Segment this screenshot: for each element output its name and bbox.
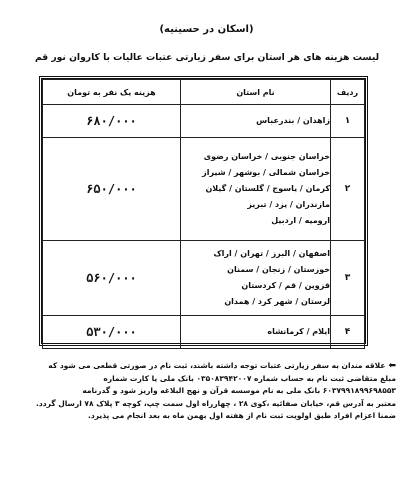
document-subtitle: لیست هزینه های هر استان برای سفر زیارتی عتبات عالیات با کاروان نور قم <box>34 52 380 63</box>
cost-cell: ۶۸۰/۰۰۰ <box>43 105 181 138</box>
table-row <box>43 316 365 349</box>
province-cell <box>181 105 331 138</box>
province-line: قزوین / قم / کردستان <box>241 281 330 290</box>
note-line <box>18 360 396 373</box>
note-line: معتبر به آدرس قم، خیابان صفائیه ،کوی ۲۸ ، چهارراه اول سمت چپ، کوچه ۳ پلاک ۷۸ ارسال گردد. <box>36 398 396 408</box>
province-line: کرمان / یاسوج / گلستان / گیلان <box>205 184 330 193</box>
fee-table-frame <box>39 76 368 346</box>
province-line: ایلام / کرمانشاه <box>267 327 330 336</box>
province-cell <box>181 316 331 349</box>
province-line: ارومیه / اردبیل <box>271 216 330 225</box>
row-number: ۱ <box>331 105 365 138</box>
arrow-left-icon: ⬅ <box>388 361 396 371</box>
table-row <box>43 105 365 138</box>
row-number: ۴ <box>331 316 365 349</box>
cost-cell: ۶۵۰/۰۰۰ <box>43 138 181 241</box>
province-cell <box>181 138 331 241</box>
registration-notes <box>18 360 396 423</box>
province-cell <box>181 241 331 316</box>
province-line: لرستان / شهر کرد / همدان <box>224 297 330 306</box>
province-line: خراسان جنوبی / خراسان رضوی <box>203 152 330 161</box>
note-text: علاقه مندان به سفر زیارتی عتبات توجه داشته باشند، ثبت نام در صورتی قطعی می شود که <box>48 361 386 370</box>
province-line: مازندران / یزد / تبریز <box>247 200 330 209</box>
table-row <box>43 138 365 241</box>
cost-cell: ۵۶۰/۰۰۰ <box>43 241 181 316</box>
province-line: اصفهان / البرز / تهران / اراک <box>213 249 330 258</box>
table-header-row <box>43 80 365 105</box>
document-heading: (اسکان در حسینیه) <box>159 24 254 35</box>
header-province: نام استان <box>181 80 331 105</box>
header-row-number: ردیف <box>331 80 365 105</box>
row-number: ۳ <box>331 241 365 316</box>
row-number: ۲ <box>331 138 365 241</box>
note-line: ۶۰۳۷۹۹۱۸۹۹۶۹۸۵۵۳ بانک ملی به نام موسسه قرآن و نهج البلاغه واریز شود و گدرنامه <box>82 386 396 395</box>
fee-table <box>42 79 365 349</box>
note-line: ضمنا اعزام افراد طبق اولویت ثبت نام از هفته اول بهمن ماه به بعد انجام می پذیرد. <box>88 411 396 420</box>
province-line: زاهدان / بندرعباس <box>256 116 330 125</box>
header-cost: هزینه یک نفر به تومان <box>43 80 181 105</box>
table-row <box>43 241 365 316</box>
province-line: خوزستان / زنجان / سمنان <box>227 265 330 274</box>
province-line: خراسان شمالی / بوشهر / شیراز <box>202 168 330 177</box>
note-line: مبلغ متقاضی ثبت نام به حساب شماره ۰۳۵۰۸۳۹۴۲۰۰۷ بانک ملی یا کارت شماره <box>103 373 396 383</box>
cost-cell: ۵۳۰/۰۰۰ <box>43 316 181 349</box>
